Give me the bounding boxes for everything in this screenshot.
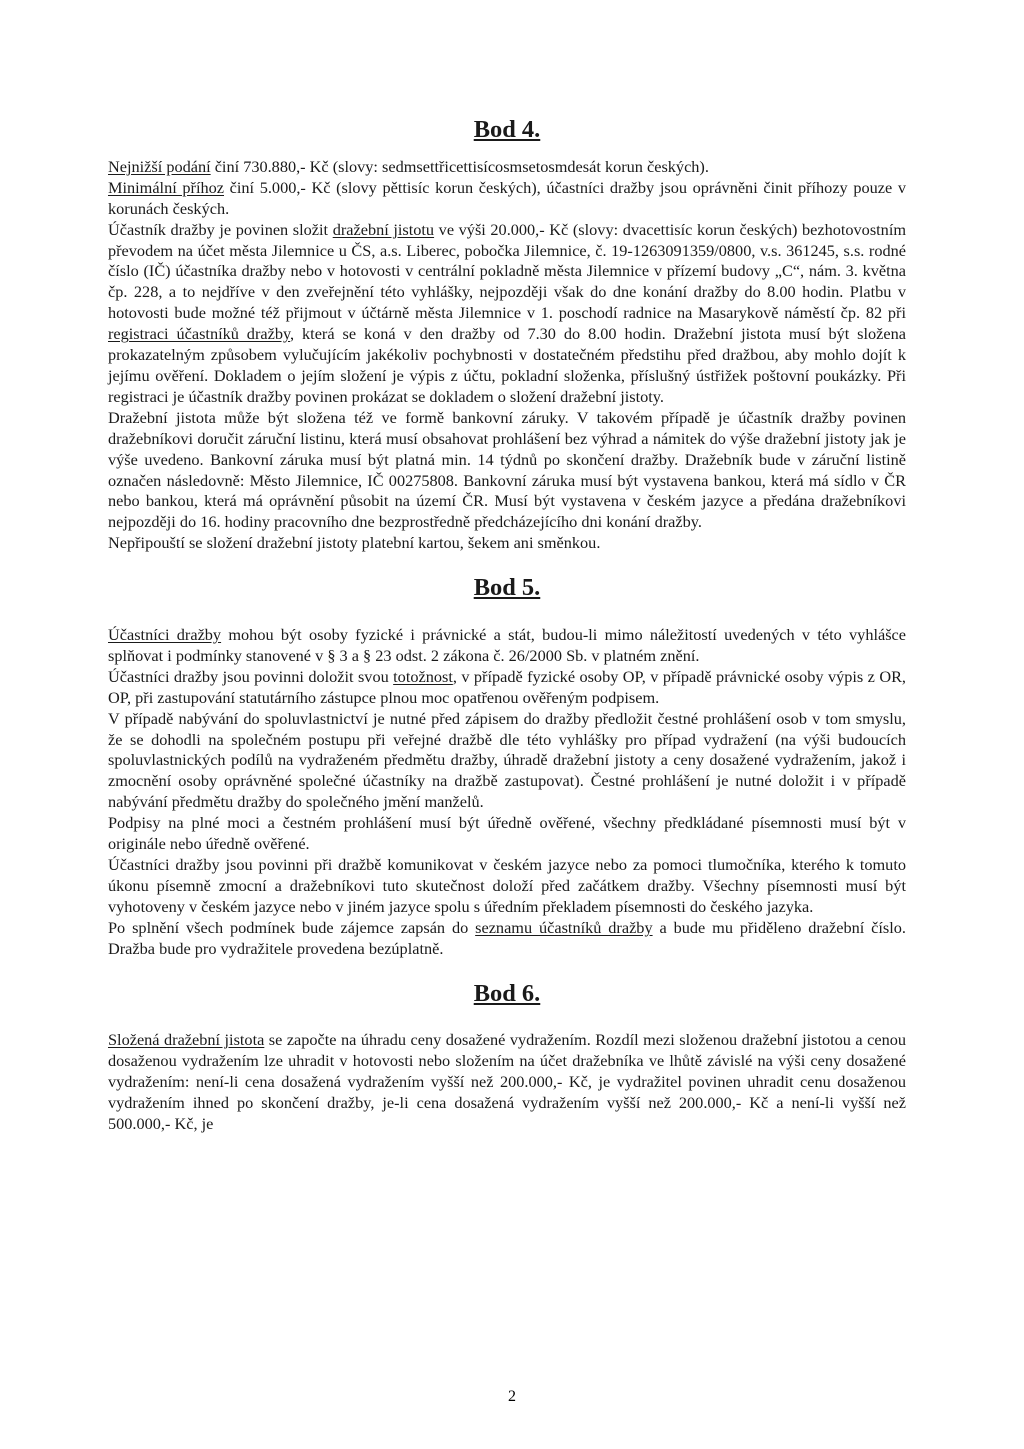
paragraph-bankovni-zaruka: Dražební jistota může být složena též ve formě bankovní záruky. V takovém případě je účastník dražby povinen dražebníkovi doručit záruční listinu, která musí obsahovat prohlášení bez výhrad a námitek do výše dražební jistoty jak je výše uvedeno. Bankovní záruka musí být platná min. 14 týdnů po skončení dražby. Dražebník bude v záruční listině označen následovně: Město Jilemnice, IČ 00275808. Bankovní záruka musí být vystavena bankou, která má sídlo v ČR nebo bankou, která má oprávnění působit na území ČR. Musí být vystavena v českém jazyce a předána dražebníkovi nejpozději do 16. hodiny pracovního dne bezprostředně předcházejícího dni konání dražby. (108, 407, 906, 532)
term-nejnizsi-podani: Nejnižší podání (108, 156, 211, 176)
paragraph-nejnizsi-podani (108, 157, 906, 178)
paragraph-text: , v případě fyzické osoby OP, v případě právnické osoby výpis z OR, OP, při zastupování statutárního zástupce plnou moc opatřenou ověřeným podpisem. (108, 666, 907, 707)
paragraph-minimalni-prihoz (108, 178, 906, 220)
paragraph-totoznost (108, 667, 906, 709)
term-drazebni-jistota: dražební jistotu (332, 219, 435, 239)
section-heading-bod-6 (108, 979, 906, 1007)
term-registrace-ucastniku: registraci účastníků dražby (108, 324, 291, 344)
term-totoznost: totožnost (393, 666, 453, 686)
paragraph-text: Po splnění všech podmínek bude zájemce zapsán do (108, 917, 476, 937)
section-heading-text: Bod 5. (473, 574, 541, 602)
section-heading-text: Bod 6. (473, 979, 541, 1007)
paragraph-text: , která se koná v den dražby od 7.30 do 8.00 hodin. Dražební jistota musí být složena prokazatelným způsobem vylučujícím jakékoliv pochybnosti v dostatečném předstihu před dražbou, aby mohlo dojít k jejímu ověření. Dokladem o jejím složení je výpis z účtu, pokladní složenka, příslušný ústřižek poštovní poukázky. Při registraci je účastník dražby povinen prokázat se dokladem o složení dražební jistoty. (108, 324, 906, 406)
term-slozena-jistota: Složená dražební jistota (108, 1030, 265, 1050)
paragraph-text: mohou být osoby fyzické i právnické a stát, budou-li mimo náležitostí uvedených v této vyhlášce splňovat i podmínky stanovené v § 3 a § 23 odst. 2 zákona č. 26/2000 Sb. v platném znění. (108, 625, 906, 665)
paragraph-text: a bude mu přiděleno dražební číslo. Dražba bude pro vydražitele provedena bezúplatně. (108, 917, 907, 958)
term-ucastnici-drazby: Účastníci dražby (108, 625, 222, 645)
paragraph-text: Účastníci dražby jsou povinni doložit svou (108, 666, 394, 686)
term-minimalni-prihoz: Minimální příhoz (108, 177, 224, 197)
paragraph-ucastnici-drazby (108, 625, 906, 667)
paragraph-spoluvlastnictvi: V případě nabývání do spoluvlastnictví je nutné před zápisem do dražby předložit čestné prohlášení osob v tom smyslu, že se dohodli na společném postupu při veřejné dražbě dle této vyhlášky pro případ vydražení (na výši budoucích spoluvlastnických podílů na vydraženém předmětu dražby, úhradě dražební jistoty a ceny dosažené vydražením, jakož i zmocnění osoby oprávněné společné účastníky na dražbě zastupovat). Čestné prohlášení je nutné doložit i v případě nabývání předmětu dražby do společného jmění manželů. (108, 708, 906, 812)
paragraph-nepripousti: Nepřipouští se složení dražební jistoty platební kartou, šekem ani směnkou. (108, 533, 601, 553)
paragraph-text: ve výši 20.000,- Kč (slovy: dvacettisíc korun českých) bezhotovostním převodem na účet města Jilemnice u ČS, a.s. Liberec, pobočka Jilemnice, č. 19-1263091359/0800, v.s. 361245, s.s. rodné číslo (IČ) účastníka dražby nebo v hotovosti v centrální pokladně města Jilemnice v přízemí budovy „C“, nám. 3. května čp. 228, a to nejdříve v den zveřejnění této vyhlášky, nejpozději však do dne konání dražby do 8.00 hodin. Platbu v hotovosti bude možné též přijmout v účtárně města Jilemnice v 1. poschodí radnice na Masarykově náměstí čp. 82 při (108, 219, 907, 323)
paragraph-text: činí 5.000,- Kč (slovy pěttisíc korun českých), účastníci dražby jsou oprávněni činit příhozy pouze v korunách českých. (108, 177, 907, 218)
paragraph-text: činí 730.880,- Kč (slovy: sedmsettřicettisícosmsetosmdesát korun českých). (210, 156, 709, 176)
section-heading-text: Bod 4. (473, 116, 541, 143)
paragraph-text: se započte na úhradu ceny dosažené vydražením. Rozdíl mezi složenou dražební jistotou a cenou dosaženou vydražením lze uhradit v hotovosti nebo složením na účet dražebníka ve lhůtě závislé na výši ceny dosažené vydražením: není-li cena dosažená vydražením vyšší než 200.000,- Kč, je vydražitel povinen uhradit cenu dosaženou vydražením ihned po skončení dražby, je-li cena dosažená vydražením vyšší než 200.000,- Kč a není-li vyšší než 500.000,- Kč, je (108, 1030, 906, 1134)
section-heading-bod-4 (108, 116, 906, 143)
paragraph-seznam-ucastniku (108, 918, 906, 960)
term-seznam-ucastniku: seznamu účastníků dražby (475, 917, 653, 937)
paragraph-podpisy: Podpisy na plné moci a čestném prohlášení musí být úředně ověřené, všechny předkládané písemnosti musí být v originále nebo úředně ověřené. (108, 813, 906, 854)
paragraph-drazebni-jistota (108, 220, 906, 408)
page-number: 2 (508, 1388, 516, 1405)
section-heading-bod-5 (108, 574, 906, 602)
paragraph-slozena-jistota (108, 1030, 906, 1135)
paragraph-jazyk: Účastníci dražby jsou povinni při dražbě komunikovat v českém jazyce nebo za pomoci tlumočníka, kterého k tomuto úkonu písemně zmocní a dražebníkovi tuto skutečnost doloží před začátkem dražby. Všechny písemnosti musí být vyhotoveny v českém jazyce nebo v jiném jazyce spolu s úředním překladem písemnosti do českého jazyka. (108, 855, 906, 916)
paragraph-text: Účastník dražby je povinen složit (108, 219, 333, 239)
